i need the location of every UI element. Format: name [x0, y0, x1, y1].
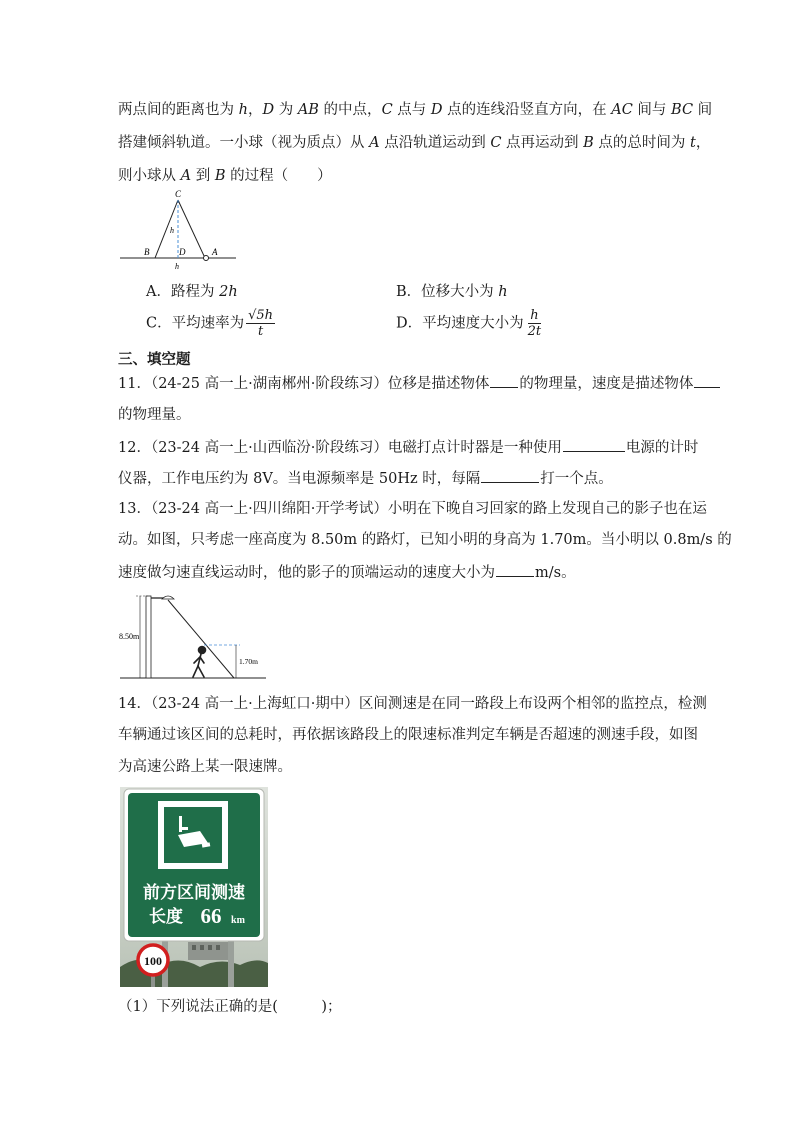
q10-line-2: 搭建倾斜轨道。一小球（视为质点）从 A 点沿轨道运动到 C 点再运动到 B 点的总时间为 t， [118, 135, 711, 151]
q10-triangle-figure [118, 188, 243, 273]
sign-distance: 66 [200, 904, 222, 928]
lamp-height-label: 8.50m [119, 632, 140, 641]
q13-line-2: 动。如图，只考虑一座高度为 8.50m 的路灯，已知小明的身高为 1.70m。当小明以 0.8m/s 的 [118, 532, 732, 548]
option-d-fraction: $\frac{h}{2t}$ [527, 308, 542, 339]
q10-line-1: 两点间的距离也为 h，D 为 AB 的中点，C 点与 D 点的连线沿竖直方向，在 AC 间与 BC 间 [118, 102, 713, 118]
speed-sign-photo [120, 787, 268, 987]
label-h-vertical: h [170, 226, 174, 235]
q11-blank-1[interactable] [490, 373, 518, 388]
q13-lamp-figure [118, 590, 268, 682]
lamp-head [162, 596, 174, 599]
q11-line-2: 的物理量。 [118, 407, 191, 423]
option-a-math: 2h [219, 284, 238, 300]
track-bc [155, 200, 178, 258]
option-b[interactable] [396, 280, 508, 301]
option-c-fraction: $\frac{√5h}{t}$ [248, 308, 274, 339]
sign-text-1: 前方区间测速 [143, 883, 245, 902]
q12-blank-2[interactable] [481, 468, 539, 483]
option-b-label: B．位移大小为 [396, 284, 499, 300]
q13-blank[interactable] [496, 562, 534, 577]
label-d: D [179, 247, 186, 257]
speed-limit-value: 100 [144, 954, 162, 968]
q14-line-2: 车辆通过该区间的总耗时，再依据该路段上的限速标准判定车辆是否超速的测速手段，如图 [118, 727, 698, 743]
ball [204, 256, 209, 261]
q13-line-3: 速度做匀速直线运动时，他的影子的顶端运动的速度大小为 m/s。 [118, 562, 576, 583]
person-icon [193, 647, 206, 678]
q13-line-1: 13．（23-24 高一上·四川绵阳·开学考试）小明在下晚自习回家的路上发现自己的影子也在运 [118, 501, 707, 517]
q12-line-1: 12．（23-24 高一上·山西临汾·阶段练习）电磁打点计时器是一种使用 电源的计时 [118, 437, 698, 458]
sign-text-2a: 长度 [149, 907, 183, 926]
option-c[interactable] [146, 308, 275, 339]
lamp-pole [146, 596, 151, 678]
q14-line-1: 14．（23-24 高一上·上海虹口·期中）区间测速是在同一路段上布设两个相邻的监控点，检测 [118, 696, 707, 712]
label-a: A [212, 247, 218, 257]
q14-line-3: 为高速公路上某一限速牌。 [118, 759, 292, 775]
option-a-label: A．路程为 [146, 284, 220, 300]
option-b-math: h [498, 284, 508, 300]
speed-sign-svg [120, 787, 268, 987]
q11-line-1: 11．（24-25 高一上·湖南郴州·阶段练习）位移是描述物体 的物理量，速度是描述物体 [118, 373, 721, 394]
q10-line-3: 则小球从 A 到 B 的过程（ ） [118, 168, 332, 184]
person-height-label: 1.70m [239, 657, 258, 666]
option-c-label: C．平均速率为 [146, 315, 245, 332]
label-h-base: h [175, 262, 179, 271]
q11-blank-2[interactable] [694, 373, 720, 388]
label-b: B [144, 247, 150, 257]
label-c: C [175, 189, 182, 199]
section-title: 三、填空题 [118, 352, 191, 368]
q12-blank-1[interactable] [563, 437, 625, 452]
q14-sub-question-1: （1）下列说法正确的是( )； [118, 999, 342, 1015]
option-a[interactable] [146, 280, 238, 301]
sign-unit: km [231, 915, 245, 926]
option-d[interactable] [396, 308, 543, 339]
q12-line-2: 仪器，工作电压约为 8V。当电源频率是 50Hz 时，每隔 打一个点。 [118, 468, 613, 489]
option-d-label: D．平均速度大小为 [396, 315, 524, 332]
light-ray [168, 600, 234, 678]
